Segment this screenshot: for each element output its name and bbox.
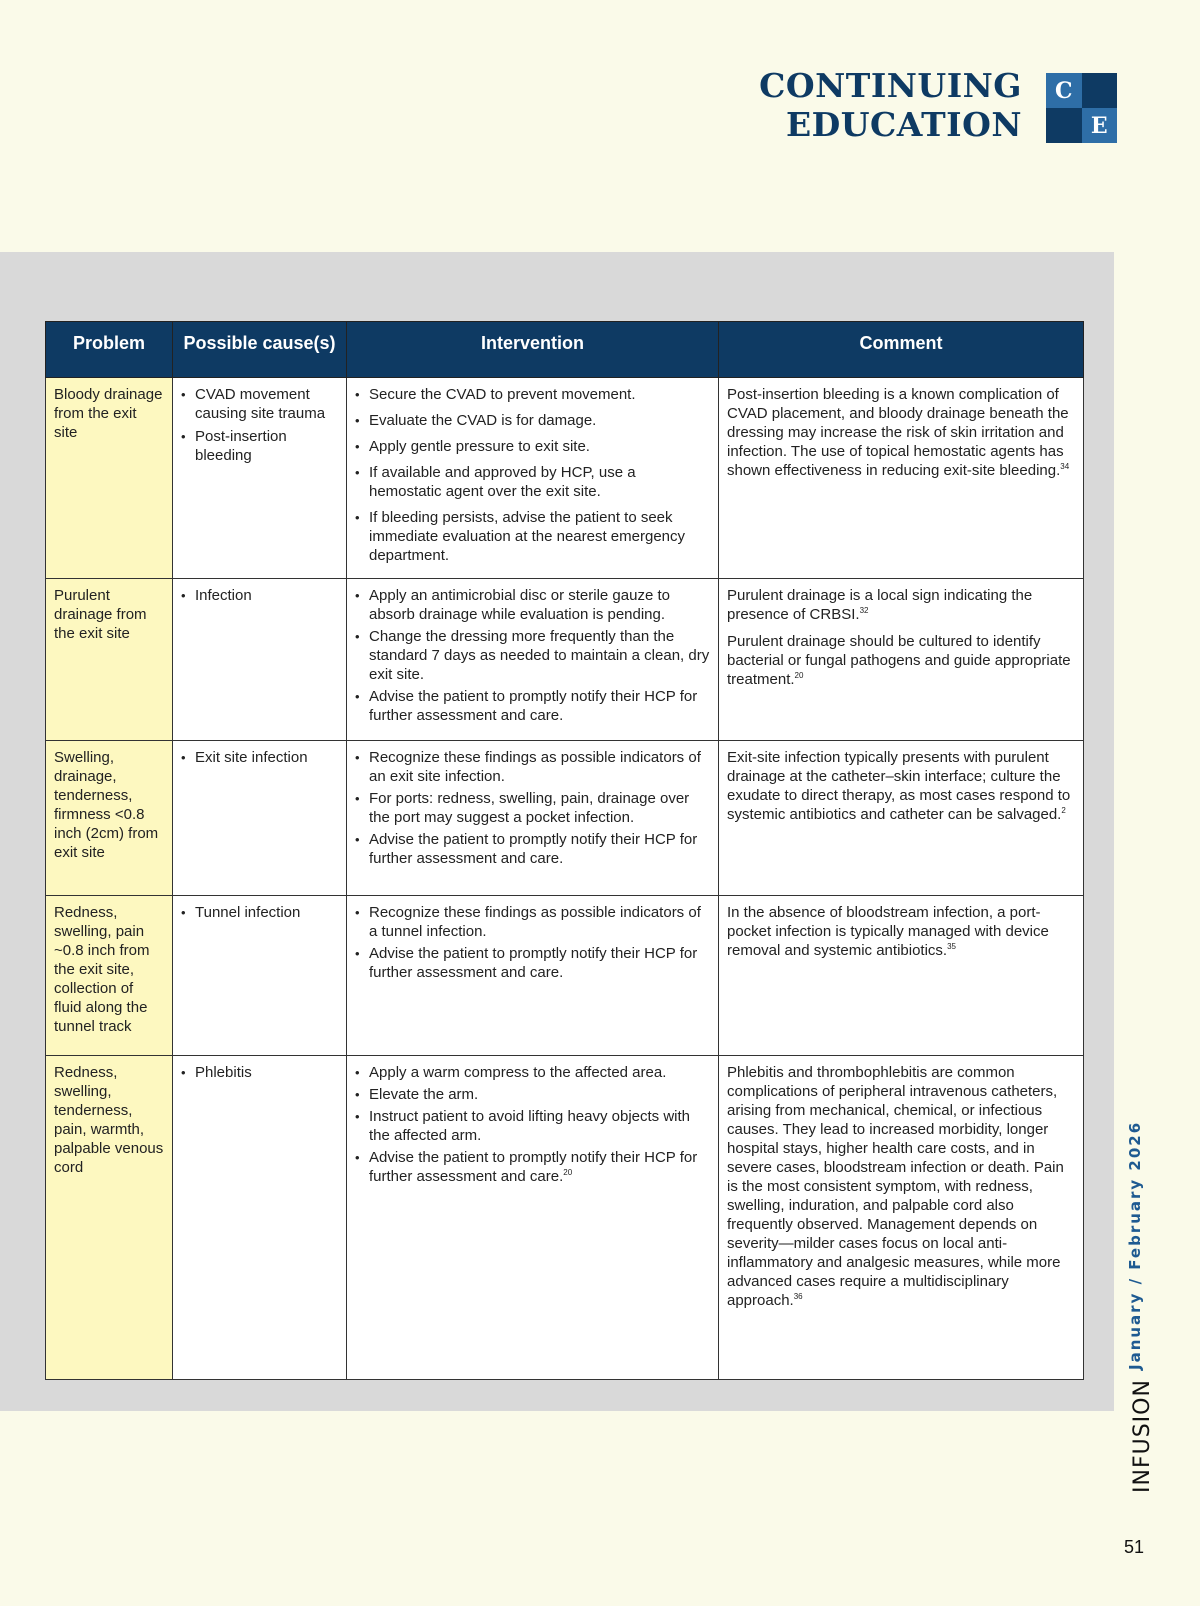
comment-cell [719,1056,1084,1380]
cause-cell [173,741,347,896]
intervention-item: • Recognize these findings as possible indicators of a tunnel infection. [355,903,710,941]
comment-cell [719,741,1084,896]
issue-date: January / February 2026 [1126,1120,1144,1370]
ce-logo-letter-c: C [1046,73,1082,108]
intervention-item: • Apply gentle pressure to exit site. [355,437,710,456]
intervention-item: • Recognize these findings as possible indicators of an exit site infection. [355,748,710,786]
table-row [46,741,1084,896]
ce-logo-block [1046,108,1082,143]
table-header-row [46,322,1084,378]
comment-paragraph: Phlebitis and thrombophlebitis are common complications of peripheral intravenous catheters, arising from mechanical, chemical, or infectious causes. They lead to increased morbidity, longer hospital stays, higher health care costs, and in severe cases, bloodstream infection or death. Pain is the most consistent symptom, with redness, swelling, induration, and palpable cord also frequently observed. Management depends on severity—milder cases focus on local anti-inflammatory and analgesic measures, while more advanced cases require a multidisciplinary approach.$^{36}$ [727,1064,1064,1309]
intervention-item: • Secure the CVAD to prevent movement. [355,385,710,404]
cause-item: • Exit site infection [181,748,338,767]
intervention-item: • Advise the patient to promptly notify their HCP for further assessment and care.$^{20}$ [355,1148,710,1186]
column-header-intervention: Intervention [347,322,719,378]
intervention-item: • If available and approved by HCP, use a hemostatic agent over the exit site. [355,463,710,501]
cause-item: • Infection [181,586,338,605]
cause-cell [173,1056,347,1380]
cause-item: • Tunnel infection [181,903,338,922]
cause-cell [173,579,347,741]
table-row [46,1056,1084,1380]
reference-number: 20 [794,671,804,680]
magazine-brand-logo: INFUSION [1130,1379,1155,1493]
comment-paragraph: Purulent drainage is a local sign indicating the presence of CRBSI.$^{32}$ [727,587,1033,623]
cause-cell [173,896,347,1056]
cause-item: • CVAD movement causing site trauma [181,385,338,423]
intervention-item: • Advise the patient to promptly notify their HCP for further assessment and care. [355,944,710,982]
problem-cell: Swelling, drainage, tenderness, firmness <0.8 inch (2cm) from exit site [46,741,173,896]
comment-cell [719,378,1084,579]
intervention-item: • Advise the patient to promptly notify their HCP for further assessment and care. [355,687,710,725]
problem-cell: Redness, swelling, tenderness, pain, warmth, palpable venous cord [46,1056,173,1380]
intervention-item: • For ports: redness, swelling, pain, drainage over the port may suggest a pocket infection. [355,789,710,827]
intervention-item: • Apply an antimicrobial disc or sterile gauze to absorb drainage while evaluation is pending. [355,586,710,624]
column-header-causes: Possible cause(s) [173,322,347,378]
ce-logo-letter-e: E [1082,108,1118,143]
comment-paragraph: Exit-site infection typically presents with purulent drainage at the catheter–skin interface; culture the exudate to direct therapy, as most cases respond to systemic antibiotics and catheter can be salvaged.$^2$ [727,749,1071,823]
cause-cell [173,378,347,579]
intervention-cell [347,896,719,1056]
comment-cell [719,579,1084,741]
table-row [46,896,1084,1056]
ce-logo [1046,73,1117,143]
comment-paragraph: In the absence of bloodstream infection, a port-pocket infection is typically managed with device removal and systemic antibiotics.$^{35}$ [727,904,1049,959]
intervention-item: • If bleeding persists, advise the patient to seek immediate evaluation at the nearest emergency department. [355,508,710,565]
cause-item: • Post-insertion bleeding [181,427,338,465]
intervention-cell [347,741,719,896]
intervention-item: • Apply a warm compress to the affected area. [355,1063,710,1082]
problem-cell: Purulent drainage from the exit site [46,579,173,741]
comment-paragraph: Post-insertion bleeding is a known complication of CVAD placement, and bloody drainage beneath the dressing may increase the risk of skin irritation and infection. The use of topical hemostatic agents has shown effectiveness in reducing exit-site bleeding.$^{34}$ [727,386,1070,479]
reference-number: 2 [1061,806,1066,815]
intervention-cell [347,1056,719,1380]
reference-number: 20 [563,1168,573,1177]
reference-number: 35 [947,942,956,951]
reference-number: 34 [1060,462,1070,471]
reference-number: 36 [793,1292,803,1301]
ce-table [45,321,1084,1380]
column-header-comment: Comment [719,322,1084,378]
table-row [46,378,1084,579]
page-header-title: CONTINUING EDUCATION [759,66,1022,144]
intervention-item: • Advise the patient to promptly notify their HCP for further assessment and care. [355,830,710,868]
intervention-cell [347,378,719,579]
column-header-problem: Problem [46,322,173,378]
table-row [46,579,1084,741]
intervention-item: • Instruct patient to avoid lifting heavy objects with the affected arm. [355,1107,710,1145]
cause-item: • Phlebitis [181,1063,338,1082]
intervention-cell [347,579,719,741]
intervention-item: • Evaluate the CVAD is for damage. [355,411,710,430]
page-number: 51 [1124,1537,1145,1557]
problem-cell: Bloody drainage from the exit site [46,378,173,579]
intervention-item: • Change the dressing more frequently than the standard 7 days as needed to maintain a clean, dry exit site. [355,627,710,684]
comment-cell [719,896,1084,1056]
comment-paragraph: Purulent drainage should be cultured to identify bacterial or fungal pathogens and guide appropriate treatment.$^{20}$ [727,633,1071,688]
reference-number: 32 [859,606,869,615]
ce-logo-block [1082,73,1118,108]
problem-cell: Redness, swelling, pain ~0.8 inch from the exit site, collection of fluid along the tunnel track [46,896,173,1056]
intervention-item: • Elevate the arm. [355,1085,710,1104]
